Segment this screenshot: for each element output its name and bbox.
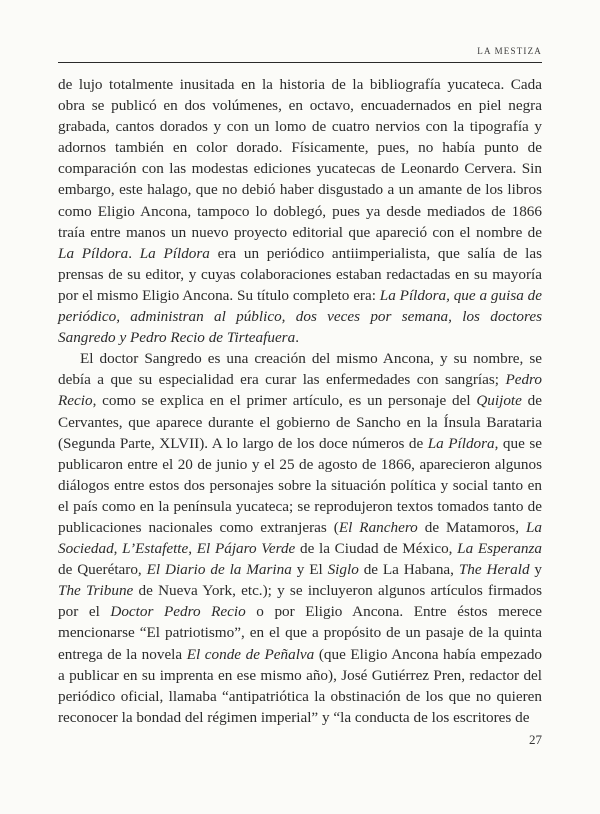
italic-run: The Tribune — [58, 582, 134, 600]
text-run: de la Ciudad de México, — [295, 540, 458, 558]
text-run: de lujo totalmente inusitada en la historia de la bibliografía yucateca. Cada obra se publicó en dos volúmenes, en octavo, encuadernados en piel negra grabada, cantos dorados y con un lomo de cuatro nervios con la tipografía y adornos también en color dorado. Físicamente, pues, no había punto de comparación con las modestas ediciones yucatecas de Leonardo Cervera. Sin embargo, este halago, que no debió haber disgustado a un amante de los libros como Eligio Ancona, tampoco lo doblegó, pues ya desde mediados de 1866 traía entre manos un nuevo proyecto editorial que apareció con el nombre de — [58, 76, 542, 241]
page-number: 27 — [529, 732, 542, 747]
text-run: El doctor Sangredo es una creación del mismo Ancona, y su nombre, se debía a que su especialidad era curar las enfermedades con sangrías; — [58, 350, 542, 389]
text-run: , — [188, 540, 197, 558]
text-run: era un periódico antiimperialista, que salía de las prensas de su editor, y cuyas colaboraciones estaban redactadas en su mayoría por el mismo Eligio Ancona. Su título completo era: — [58, 244, 543, 304]
text-run: , como se explica en el primer artículo, es un personaje del — [92, 392, 477, 410]
italic-run: The Herald — [458, 561, 530, 579]
text-run: de Matamoros, — [417, 518, 526, 536]
italic-run: La Sociedad — [58, 518, 542, 558]
text-run: de La Habana, — [358, 561, 459, 579]
italic-run: La Píldora — [58, 244, 129, 262]
italic-run: La Píldora — [427, 434, 495, 452]
text-run: . — [295, 329, 299, 347]
italic-run: El conde de Peñalva — [186, 645, 315, 663]
italic-run: El Pájaro Verde — [196, 540, 296, 558]
paragraph-1 — [58, 74, 542, 348]
italic-run: El Diario de la Marina — [146, 561, 292, 579]
text-run: , que se publicaron entre el 20 de junio y el 25 de agosto de 1866, aparecieron algunos diálogos entre estos dos personajes sobre la situación política y social tanto en el país como en la península yucateca; se reprodujeron textos tomados tanto de publicaciones nacionales como extranjeras ( — [58, 434, 542, 536]
italic-run: Pedro Recio — [58, 371, 542, 410]
italic-run: Quijote — [476, 392, 522, 410]
italic-run: El Ranchero — [338, 518, 418, 536]
text-run: (que Eligio Ancona había empezado a publicar en su imprenta en ese mismo año), José Gutiérrez Pren, redactor del periódico oficial, llamaba “antipatriótica la obstinación de los que no quieren reconocer la bondad del régimen imperial” y “la conducta de los escritores de — [58, 645, 543, 726]
text-run: , — [113, 540, 123, 558]
italic-run: Siglo — [327, 561, 359, 579]
text-run: o por Eligio Ancona. Entre éstos merece mencionarse “El patriotismo”, en el que a propósito de un pasaje de la quinta entrega de la novela — [58, 603, 542, 663]
paragraph-2 — [58, 348, 542, 728]
italic-run: La Píldora, que a guisa de periódico, administran al público, dos veces por semana, los doctores Sangredo y Pedro Recio de Tirteafuera — [58, 286, 543, 347]
italic-run: La Esperanza — [457, 540, 543, 558]
running-head: LA MESTIZA — [477, 46, 542, 56]
text-run: . — [128, 244, 140, 262]
header-rule — [58, 62, 542, 63]
italic-run: Doctor Pedro Recio — [110, 603, 246, 621]
italic-run: La Píldora — [139, 244, 210, 262]
text-run: y — [529, 561, 543, 579]
body-text — [58, 74, 542, 728]
italic-run: L’Estafette — [122, 540, 189, 558]
text-run: y El — [291, 561, 328, 579]
text-run: de Querétaro, — [58, 561, 147, 579]
text-run: de Cervantes, que aparece durante el gobierno de Sancho en la Ínsula Barataria (Segunda Parte, XLVII). A lo largo de los doce números de — [58, 392, 542, 452]
text-run: de Nueva York, etc.); y se incluyeron algunos artículos firmados por el — [58, 582, 542, 621]
